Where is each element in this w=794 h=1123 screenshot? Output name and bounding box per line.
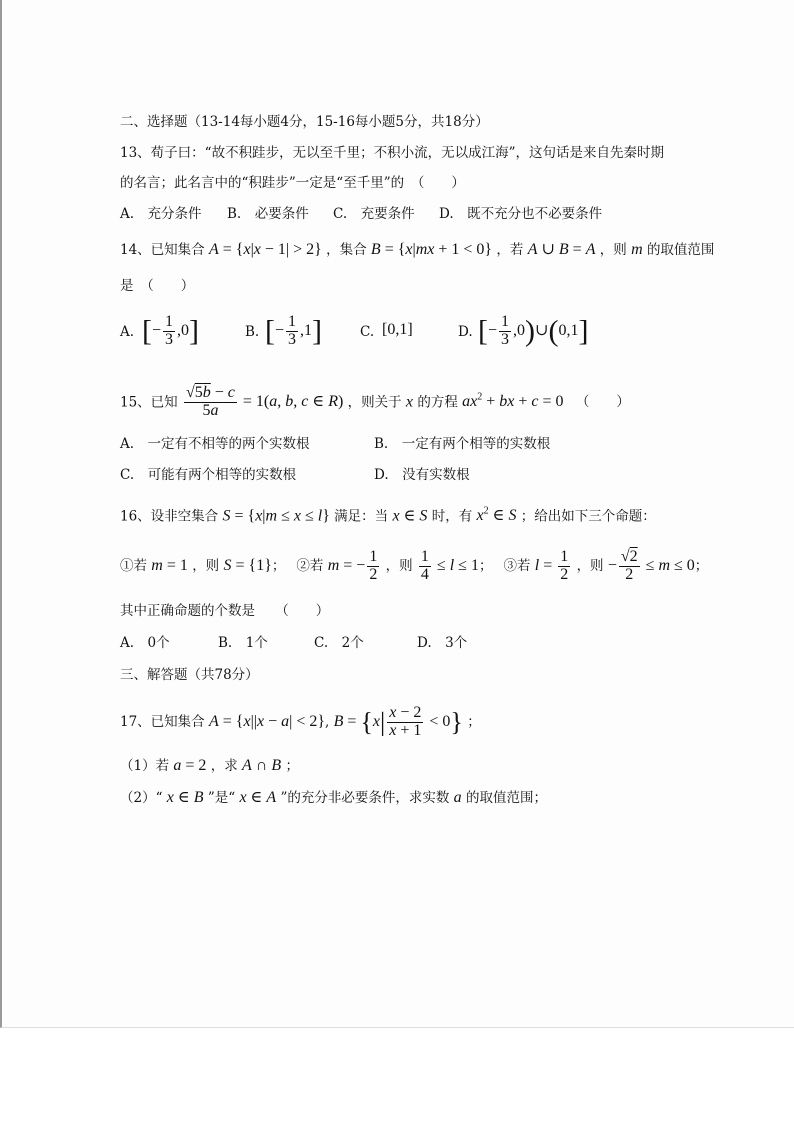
q17-set-b-formula: B = {x| $\frac{x - 2}{x + 1}$ < 0}	[333, 704, 463, 739]
q14-union-condition: A ∪ B = A	[527, 241, 596, 258]
q15-options-row1	[2, 434, 794, 454]
q13-option-a: A. 充分条件	[120, 206, 202, 222]
q15-equation: $ax^2$ + bx + c = 0	[462, 392, 564, 411]
q13-option-c: C. 充要条件	[333, 206, 415, 222]
q15-options-row2	[2, 465, 794, 485]
q17-intersection: A ∩ B	[242, 757, 282, 774]
q15-stem: 15、已知 $\frac{√5b - c}{5a}$ = 1(a, b, c ∈ R) ，则关于 x 的方程 $ax^2$ + bx + c = 0 （ ）	[120, 384, 630, 420]
q14-option-d-interval: [− $\frac{1}{3}$ ,0)∪(0,1]	[478, 313, 589, 348]
q16-option-d: D. 3个	[417, 635, 468, 651]
q14-option-d-label: D.	[458, 324, 473, 340]
q16-prop2-result: $\frac{1}{4}$ ≤ l ≤ 1	[420, 548, 479, 583]
q14-stem-line2: 是 （ ）	[120, 278, 195, 294]
section-2-heading: 二、选择题（13-14每小题4分，15-16每小题5分，共18分）	[120, 114, 489, 130]
q16-prop1-result: S = {1}	[223, 557, 272, 574]
q15-option-b: B. 一定有两个相等的实数根	[374, 436, 551, 452]
q16-x-in-s: x ∈ S	[392, 507, 428, 525]
q16-option-c: C. 2个	[314, 635, 364, 651]
q14-option-c-label: C.	[360, 324, 375, 340]
q14-option-b-label: B.	[245, 324, 260, 340]
q13-stem-line1: 13、荀子曰：“故不积跬步，无以至千里；不积小流，无以成江海”，这句话是来自先秦时期	[120, 145, 664, 161]
q16-prop3-result: − $\frac{√2}{2}$ ≤ m ≤ 0	[607, 548, 695, 583]
q14-set-a-formula: A = {x|x − 1| > 2}	[208, 241, 322, 258]
q13-option-b: B. 必要条件	[227, 206, 309, 222]
q14-option-c-interval: [0,1]	[382, 321, 413, 338]
q16-x2-in-s: $x^2$ ∈ S	[476, 506, 517, 525]
page-margin-below	[0, 1028, 794, 1123]
q14-stem: 14、已知集合 A = {x|x − 1| > 2} ，集合 B = {x|mx + 1 < 0} ，若 A ∪ B = A ，则 m 的取值范围	[120, 241, 715, 258]
q16-option-b: B. 1个	[218, 635, 268, 651]
q15-option-d: D. 没有实数根	[374, 467, 470, 483]
q16-question: 其中正确命题的个数是 （ ）	[120, 603, 330, 619]
q17-set-a-formula: A = {x||x − a| < 2}	[208, 713, 326, 730]
q17-part1: （1）若 a = 2 ，求 A ∩ B ；	[120, 757, 299, 774]
q14-option-a-interval: [− $\frac{1}{3}$ ,0]	[142, 313, 200, 348]
section-3-heading: 三、解答题（共78分）	[120, 667, 259, 683]
q16-propositions: ①若 m = 1 ，则 S = {1}； ②若 m = − $\frac{1}{2}$ ，则 $\frac{1}{4}$ ≤ l ≤ 1； ③若 l = $\frac{1}{2}$ ，则 − $\frac{√2}{2}$ ≤ m ≤ 0；	[120, 548, 709, 583]
q14-options	[2, 314, 794, 354]
q14-option-a-label: A.	[120, 324, 135, 340]
q17-part2: （2）“ x ∈ B ”是“ x ∈ A ”的充分非必要条件，求实数 a 的取值范围；	[120, 789, 547, 806]
q14-set-b-formula: B = {x|mx + 1 < 0}	[370, 241, 493, 258]
q15-option-a: A. 一定有不相等的两个实数根	[120, 436, 310, 452]
q17-stem: 17、已知集合 A = {x||x − a| < 2}, B = {x| $\frac{x - 2}{x + 1}$ < 0} ；	[120, 704, 481, 739]
q14-option-b-interval: [− $\frac{1}{3}$ ,1]	[265, 313, 323, 348]
q16-set-s-formula: S = {x|m ≤ x ≤ l}	[222, 507, 330, 525]
q14-variable-m: m	[631, 241, 643, 258]
q13-stem-line2: 的名言；此名言中的“积跬步”一定是“至千里”的 （ ）	[120, 175, 465, 191]
q13-option-d: D. 既不充分也不必要条件	[439, 206, 603, 222]
q16-option-a: A. 0个	[120, 635, 170, 651]
q13-options	[2, 204, 794, 224]
q15-condition-formula: $\frac{√5b - c}{5a}$ = 1(a, b, c ∈ R)	[185, 384, 344, 420]
q16-options	[2, 633, 794, 653]
q16-stem: 16、设非空集合 S = {x|m ≤ x ≤ l} 满足：当 x ∈ S 时，有 $x^2$ ∈ S ；给出如下三个命题：	[120, 506, 656, 525]
q15-variable-x: x	[405, 393, 414, 411]
q15-option-c: C. 可能有两个相等的实数根	[120, 467, 297, 483]
